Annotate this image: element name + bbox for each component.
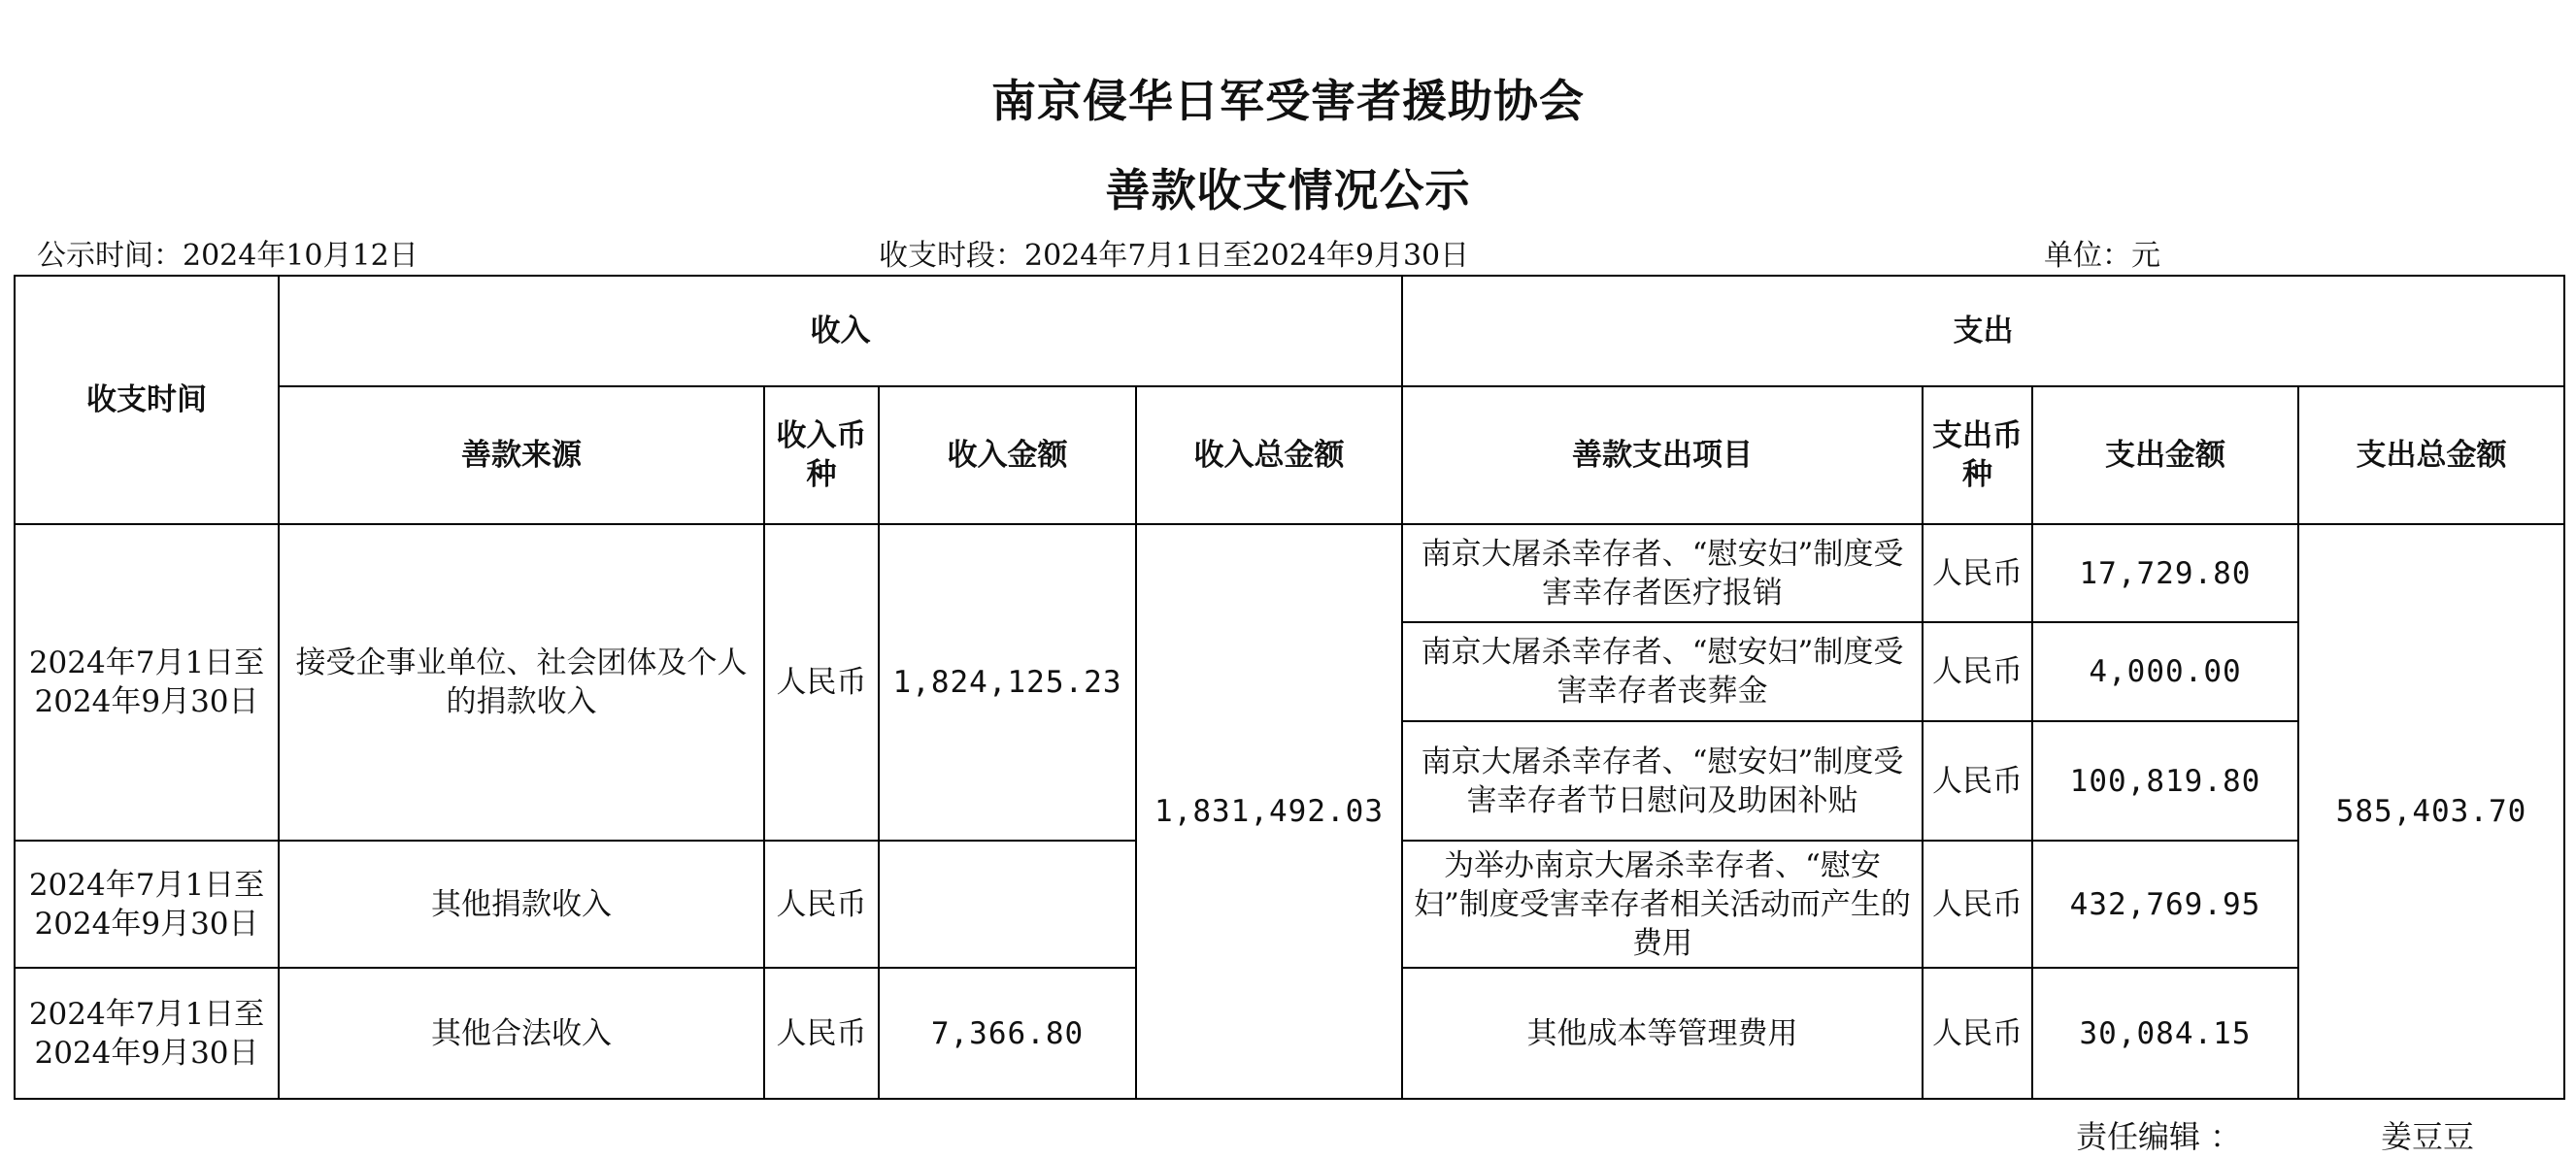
- finance-table: [14, 275, 2565, 1100]
- header-expense-currency: 支出币种: [1923, 386, 2032, 524]
- expense-item-cell: 南京大屠杀幸存者、“慰安妇”制度受害幸存者医疗报销: [1402, 524, 1923, 622]
- expense-item-cell: 南京大屠杀幸存者、“慰安妇”制度受害幸存者丧葬金: [1402, 622, 1923, 721]
- income-time-cell: 2024年7月1日至2024年9月30日: [15, 968, 279, 1099]
- income-source-cell: 其他合法收入: [279, 968, 764, 1099]
- expense-item-cell: 为举办南京大屠杀幸存者、“慰安妇”制度受害幸存者相关活动而产生的费用: [1402, 841, 1923, 968]
- income-amount-cell: [879, 841, 1136, 968]
- table-row: [15, 524, 2564, 622]
- income-currency-cell: 人民币: [764, 968, 879, 1099]
- document-subtitle: 善款收支情况公示: [1105, 164, 1471, 216]
- header-row-top: [15, 276, 2564, 386]
- currency-unit: 单位：元: [2044, 239, 2160, 273]
- header-income-source: 善款来源: [279, 386, 764, 524]
- expense-currency-cell: 人民币: [1923, 622, 2032, 721]
- expense-item-cell: 其他成本等管理费用: [1402, 968, 1923, 1099]
- header-row-sub: [15, 386, 2564, 524]
- expense-amount-cell: 17,729.80: [2032, 524, 2298, 622]
- publish-date: 公示时间：2024年10月12日: [37, 239, 418, 273]
- income-currency-cell: 人民币: [764, 841, 879, 968]
- expense-currency-cell: 人民币: [1923, 524, 2032, 622]
- header-expense-item: 善款支出项目: [1402, 386, 1923, 524]
- expense-currency-cell: 人民币: [1923, 968, 2032, 1099]
- expense-item-cell: 南京大屠杀幸存者、“慰安妇”制度受害幸存者节日慰问及助困补贴: [1402, 721, 1923, 841]
- expense-currency-cell: 人民币: [1923, 721, 2032, 841]
- expense-total-cell: 585,403.70: [2298, 524, 2564, 1099]
- report-period: 收支时段：2024年7月1日至2024年9月30日: [879, 239, 1470, 273]
- header-expense: 支出: [1402, 276, 2564, 386]
- expense-currency-cell: 人民币: [1923, 841, 2032, 968]
- income-source-cell: 其他捐款收入: [279, 841, 764, 968]
- header-time: 收支时间: [15, 276, 279, 524]
- income-amount-cell: 1,824,125.23: [879, 524, 1136, 841]
- header-income-total: 收入总金额: [1136, 386, 1402, 524]
- header-income-amount: 收入金额: [879, 386, 1136, 524]
- income-amount-cell: 7,366.80: [879, 968, 1136, 1099]
- header-expense-total: 支出总金额: [2298, 386, 2564, 524]
- income-total-cell: 1,831,492.03: [1136, 524, 1402, 1099]
- expense-amount-cell: 30,084.15: [2032, 968, 2298, 1099]
- document-title: 南京侵华日军受害者援助协会: [991, 75, 1585, 127]
- income-time-cell: 2024年7月1日至2024年9月30日: [15, 524, 279, 841]
- editor-name: 姜豆豆: [2381, 1118, 2475, 1155]
- header-income: 收入: [279, 276, 1402, 386]
- expense-amount-cell: 100,819.80: [2032, 721, 2298, 841]
- expense-amount-cell: 4,000.00: [2032, 622, 2298, 721]
- editor-label: 责任编辑 ：: [2076, 1118, 2242, 1155]
- income-time-cell: 2024年7月1日至2024年9月30日: [15, 841, 279, 968]
- expense-amount-cell: 432,769.95: [2032, 841, 2298, 968]
- income-source-cell: 接受企事业单位、社会团体及个人的捐款收入: [279, 524, 764, 841]
- income-currency-cell: 人民币: [764, 524, 879, 841]
- header-income-currency: 收入币种: [764, 386, 879, 524]
- header-expense-amount: 支出金额: [2032, 386, 2298, 524]
